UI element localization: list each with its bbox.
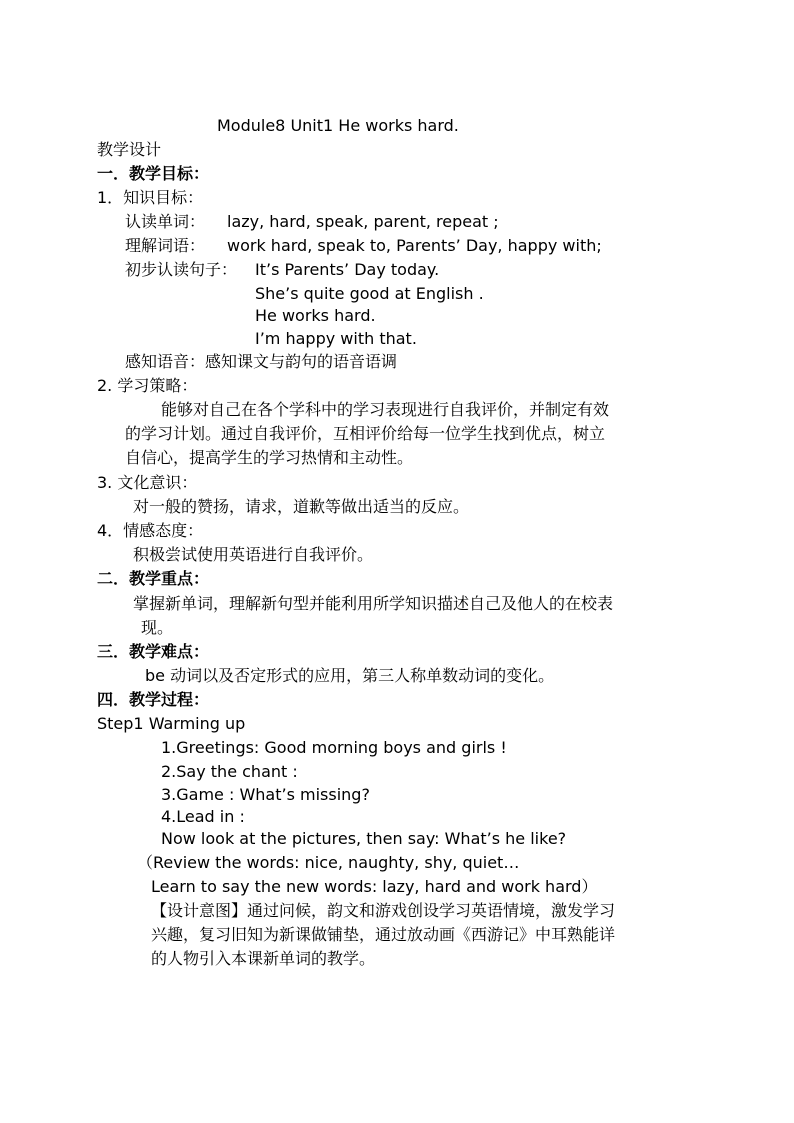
design-intent-line-2: 兴趣，复习旧知为新课做铺垫，通过放动画《西游记》中耳熟能详 (151, 925, 616, 944)
new-words-line: Learn to say the new words: lazy, hard and work hard） (151, 877, 598, 896)
attitude-text: 积极尝试使用英语进行自我评价。 (133, 545, 374, 564)
lead-in-text: Now look at the pictures, then say: What’s he like? (161, 829, 567, 848)
phrases-label: 理解词语： (125, 236, 206, 255)
objective-attitude: 4．情感态度： (97, 521, 204, 540)
sentence-4: I’m happy with that. (255, 329, 417, 348)
key-points-line-2: 现。 (141, 618, 174, 637)
step-heading: Step1 Warming up (97, 714, 246, 733)
step-item-lead-in: 4.Lead in : (161, 807, 245, 826)
design-intent-line-1: 【设计意图】通过问候，韵文和游戏创设学习英语情境，激发学习 (151, 901, 616, 920)
strategy-line-2: 的学习计划。通过自我评价，互相评价给每一位学生找到优点，树立 (125, 424, 606, 443)
sentences-label: 初步认读句子： (125, 260, 238, 279)
section-heading-objectives: 一．教学目标： (97, 164, 210, 183)
section-heading-key-points: 二．教学重点： (97, 569, 210, 588)
doc-title: Module8 Unit1 He works hard. (217, 116, 459, 135)
strategy-line-1: 能够对自己在各个学科中的学习表现进行自我评价，并制定有效 (161, 400, 610, 419)
review-words-line: （Review the words: nice, naughty, shy, quiet… (137, 853, 520, 872)
phrases-text: work hard, speak to, Parents’ Day, happy with; (227, 236, 602, 255)
step-item-greetings: 1.Greetings: Good morning boys and girls ! (161, 738, 507, 757)
objective-strategy: 2. 学习策略： (97, 376, 198, 395)
words-text: lazy, hard, speak, parent, repeat ; (227, 212, 499, 231)
phonetics-line: 感知语音：感知课文与韵句的语音语调 (125, 352, 398, 371)
words-label: 认读单词： (125, 212, 206, 231)
sentence-3: He works hard. (255, 306, 376, 325)
doc-subtitle: 教学设计 (97, 140, 162, 159)
difficulties-line: be 动词以及否定形式的应用，第三人称单数动词的变化。 (145, 666, 555, 685)
objective-culture: 3. 文化意识： (97, 473, 198, 492)
sentence-2: She’s quite good at English . (255, 284, 484, 303)
culture-text: 对一般的赞扬，请求，道歉等做出适当的反应。 (133, 497, 470, 516)
step-item-chant: 2.Say the chant : (161, 762, 298, 781)
section-heading-process: 四．教学过程： (97, 690, 210, 709)
design-intent-line-3: 的人物引入本课新单词的教学。 (151, 949, 376, 968)
strategy-line-3: 自信心，提高学生的学习热情和主动性。 (125, 448, 414, 467)
key-points-line-1: 掌握新单词，理解新句型并能利用所学知识描述自己及他人的在校表 (133, 594, 614, 613)
sentence-1: It’s Parents’ Day today. (255, 260, 440, 279)
step-item-game: 3.Game : What’s missing? (161, 785, 370, 804)
objective-knowledge: 1．知识目标： (97, 188, 204, 207)
section-heading-difficulties: 三．教学难点： (97, 642, 210, 661)
